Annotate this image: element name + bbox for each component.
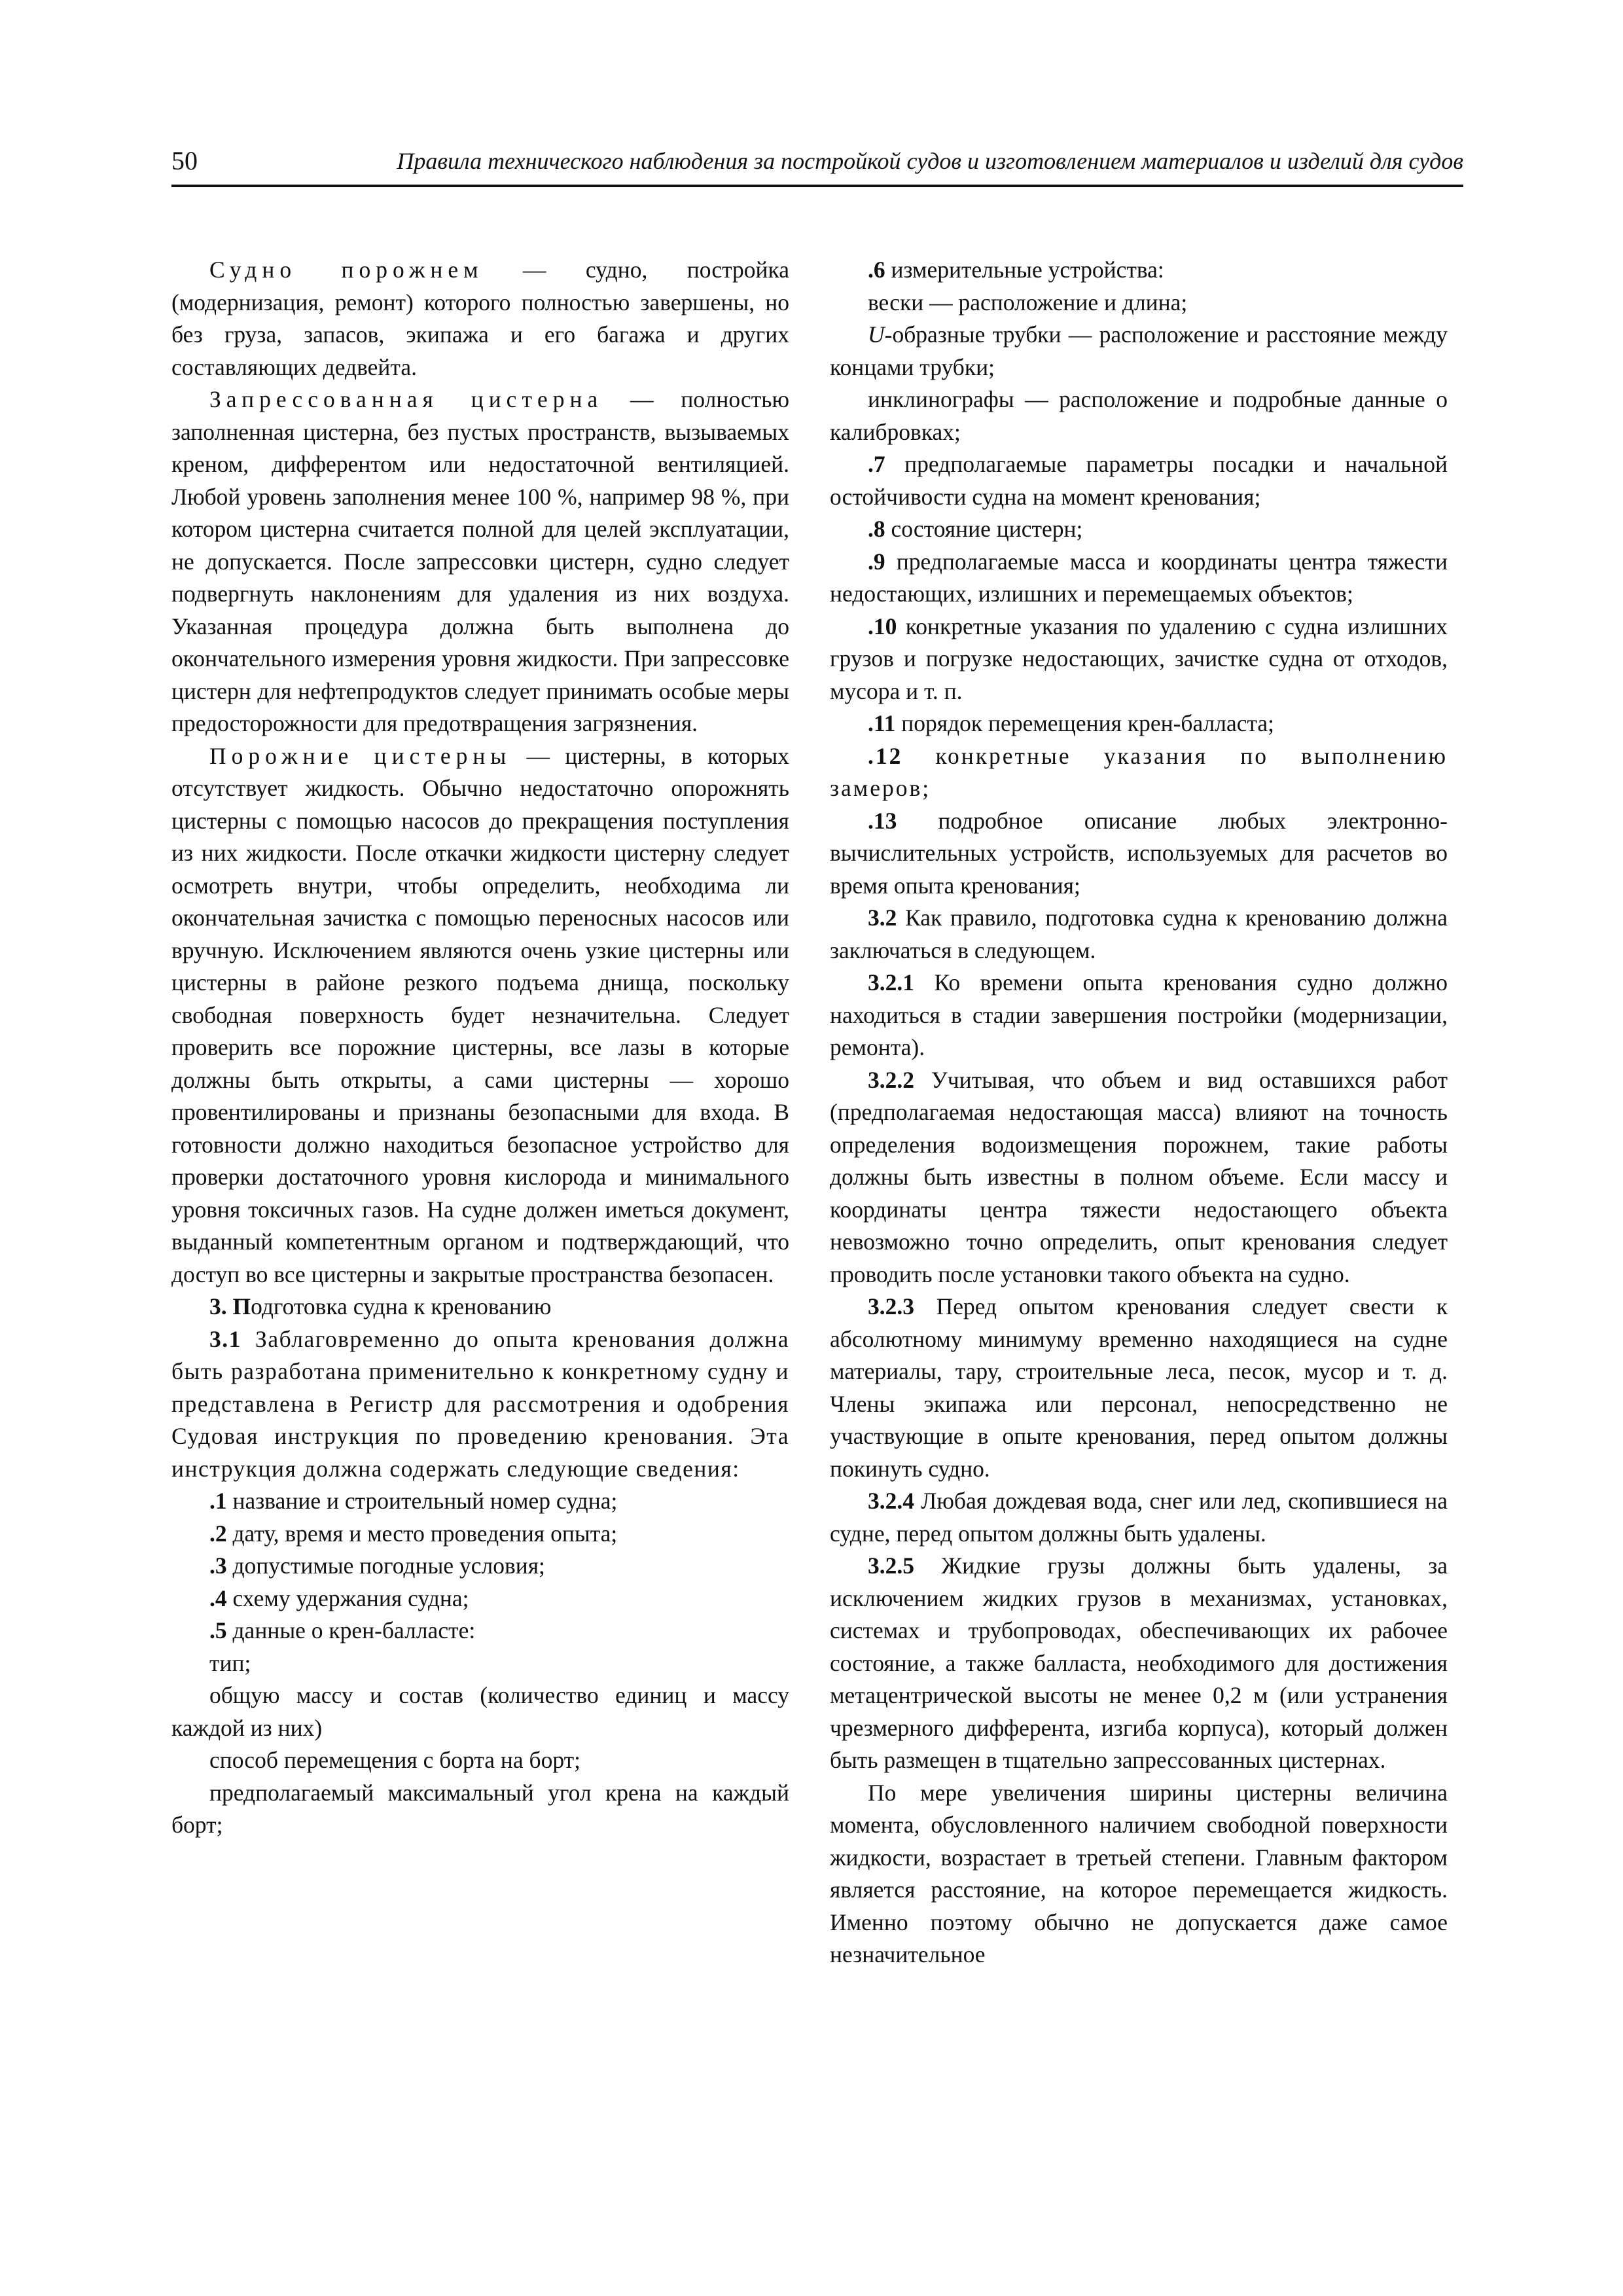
item-number: .8 [868, 516, 885, 542]
list-item [830, 546, 1448, 611]
item-text: предполагаемые масса и координаты центра тяжести недостающих, излишних и перемещаемых объектов; [830, 548, 1448, 607]
item-text: предполагаемые параметры посадки и начальной остойчивости судна на момент кренования; [830, 451, 1448, 510]
list-item [171, 1550, 789, 1583]
item-number: .3 [209, 1552, 227, 1579]
item-text: подробное описание любых электронно-вычислительных устройств, используемых для расчетов во время опыта кренования; [830, 807, 1448, 899]
item-text: допустимые погодные условия; [226, 1552, 545, 1579]
clause-number: 3.2.5 [868, 1552, 914, 1579]
item-number: .1 [209, 1488, 227, 1514]
item-text: конкретные указания по выполнению замеров; [830, 742, 1448, 801]
u-letter: U [868, 321, 885, 348]
sub-item: тип; [209, 1649, 251, 1676]
clause-number: 3.2 [868, 905, 897, 931]
paragraph-text: Учитывая, что объем и вид оставшихся работ (предполагаемая недостающая масса) влияют на точность определения водоизмещения порожнем, такие работы должны быть известны в полном объеме. Если массу и координаты центра тяжести недостающего объекта невозможно точно определить, опыт кренования следует проводить после установки такого объекта на судно. [830, 1066, 1448, 1287]
paragraph-text: Любая дождевая вода, снег или лед, скопившиеся на судне, перед опытом должны быть удалены. [830, 1488, 1448, 1547]
item-number: .2 [209, 1520, 227, 1547]
clause-number: 3.2.1 [868, 969, 914, 996]
definition-pressed-tank [171, 384, 789, 740]
section-number: 3. П [209, 1293, 251, 1319]
running-title: Правила технического наблюдения за постройкой судов и изготовлением материалов и изделий для судов [397, 148, 1463, 174]
right-column [830, 254, 1448, 1971]
item-number: .7 [868, 451, 885, 477]
clause-number: 3.1 [209, 1325, 241, 1352]
sub-item [830, 319, 1448, 384]
item-number: .13 [868, 807, 897, 834]
section-title: одготовка судна к кренованию [251, 1293, 552, 1319]
left-column [171, 254, 789, 1842]
paragraph-3-2-2 [830, 1064, 1448, 1291]
list-item [171, 1615, 789, 1647]
item-text: порядок перемещения крен-балласта; [895, 710, 1275, 736]
item-text: дату, время и место проведения опыта; [226, 1520, 618, 1547]
item-text: состояние цистерн; [885, 516, 1083, 542]
definition-empty-ship [171, 254, 789, 384]
paragraph-3-1 [171, 1323, 789, 1486]
paragraph-text: Ко времени опыта кренования судно должно находиться в стадии завершения постройки (модернизации, ремонта). [830, 969, 1448, 1060]
sub-item: общую массу и состав (количество единиц и массу каждой из них) [171, 1682, 789, 1741]
definition-text: — судно, постройка (модернизация, ремонт) которого полностью завершены, но без груза, запасов, экипажа и его багажа и других составляющих дедвейта. [171, 257, 789, 380]
paragraph-3-2-4 [830, 1485, 1448, 1550]
item-text: название и строительный номер судна; [226, 1488, 618, 1514]
page-number: 50 [171, 146, 198, 175]
paragraph-text: Как правило, подготовка судна к кренованию должна заключаться в следующем. [830, 905, 1448, 963]
item-number: .5 [209, 1617, 227, 1643]
list-item [830, 805, 1448, 903]
sub-item: инклинографы — расположение и подробные данные о калибровках; [830, 386, 1448, 445]
list-item [171, 1485, 789, 1518]
item-text: измерительные устройства: [885, 257, 1164, 283]
item-number: .4 [209, 1585, 227, 1611]
list-item [830, 611, 1448, 708]
term: Запрессованная цистерна [209, 386, 603, 412]
clause-number: 3.2.2 [868, 1066, 914, 1093]
item-number: .6 [868, 257, 885, 283]
definition-text: — цистерны, в которых отсутствует жидкость. Обычно недостаточно опорожнять цистерны с помощью насосов до прекращения поступления из них жидкости. После откачки жидкости цистерну следует осмотреть внутри, чтобы определить, необходима ли окончательная зачистка с помощью переносных насосов или вручную. Исключением являются очень узкие цистерны или цистерны в районе резкого подъема днища, поскольку свободная поверхность будет незначительна. Следует проверить все порожние цистерны, все лазы в которые должны быть открыты, а сами цистерны — хорошо провентилированы и признаны безопасными для входа. В готовности должно находиться безопасное устройство для проверки достаточного уровня кислорода и минимального уровня токсичных газов. На судне должен иметься документ, выданный компетентным органом и подтверждающий, что доступ во все цистерны и закрытые пространства безопасен. [171, 742, 789, 1287]
sub-item: способ перемещения с борта на борт; [209, 1747, 581, 1773]
list-item [830, 513, 1448, 546]
list-item [830, 448, 1448, 513]
section-heading-3 [171, 1291, 789, 1323]
sub-item: вески — расположение и длина; [868, 289, 1188, 315]
paragraph-3-2-3 [830, 1291, 1448, 1485]
list-item [830, 740, 1448, 805]
sub-item: предполагаемый максимальный угол крена на каждый борт; [171, 1779, 789, 1838]
paragraph-3-2 [830, 902, 1448, 967]
item-text: конкретные указания по удалению с судна излишних грузов и погрузке недостающих, зачистке судна от отходов, мусора и т. п. [830, 613, 1448, 704]
paragraph-text: Заблаговременно до опыта кренования должна быть разработана применительно к конкретному судну и представлена в Регистр для рассмотрения и одобрения Судовая инструкция по проведению кренования. Эта инструкция должна содержать следующие сведения: [171, 1325, 789, 1482]
list-item [171, 1518, 789, 1551]
clause-number: 3.2.4 [868, 1488, 914, 1514]
sub-item-text: -образные трубки — расположение и расстояние между концами трубки; [830, 321, 1448, 380]
paragraph-free-surface: По мере увеличения ширины цистерны величина момента, обусловленного наличием свободной поверхности жидкости, возрастает в третьей степени. Главным фактором является расстояние, на которое перемещается жидкость. Именно поэтому обычно не допускается даже самое незначительное [830, 1779, 1448, 1967]
list-item [830, 254, 1448, 287]
page-header [171, 143, 1463, 187]
item-number: .11 [868, 710, 896, 736]
item-text: данные о крен-балласте: [226, 1617, 476, 1643]
paragraph-3-2-5 [830, 1550, 1448, 1777]
term: Порожние цистерны [209, 742, 512, 769]
definition-text: — полностью заполненная цистерна, без пустых пространств, вызываемых креном, дифферентом или недостаточной вентиляцией. Любой уровень заполнения менее 100 %, например 98 %, при котором цистерна считается полной для целей эксплуатации, не допускается. После запрессовки цистерн, судно следует подвергнуть наклонениям для удаления из них воздуха. Указанная процедура должна быть выполнена до окончательного измерения уровня жидкости. При запрессовке цистерн для нефтепродуктов следует принимать особые меры предосторожности для предотвращения загрязнения. [171, 386, 789, 736]
paragraph-text: Жидкие грузы должны быть удалены, за исключением жидких грузов в механизмах, установках, системах и трубопроводах, обеспечивающих их рабочее состояние, а также балласта, необходимого для достижения метацентрической высоты не менее 0,2 м (или устранения чрезмерного дифферента, изгиба корпуса), который должен быть размещен в тщательно запрессованных цистернах. [830, 1552, 1448, 1773]
definition-empty-tanks [171, 740, 789, 1291]
list-item [171, 1583, 789, 1615]
clause-number: 3.2.3 [868, 1293, 914, 1319]
item-number: .10 [868, 613, 897, 639]
item-number: .9 [868, 548, 885, 575]
item-number: .12 [868, 742, 903, 769]
term: Судно порожнем [209, 257, 484, 283]
paragraph-3-2-1 [830, 967, 1448, 1064]
item-text: схему удержания судна; [226, 1585, 469, 1611]
paragraph-text: Перед опытом кренования следует свести к абсолютному минимуму временно находящиеся на судне материалы, тару, строительные леса, песок, мусор и т. д. Члены экипажа или персонал, непосредственно не участвующие в опыте кренования, перед опытом должны покинуть судно. [830, 1293, 1448, 1482]
list-item [830, 708, 1448, 740]
